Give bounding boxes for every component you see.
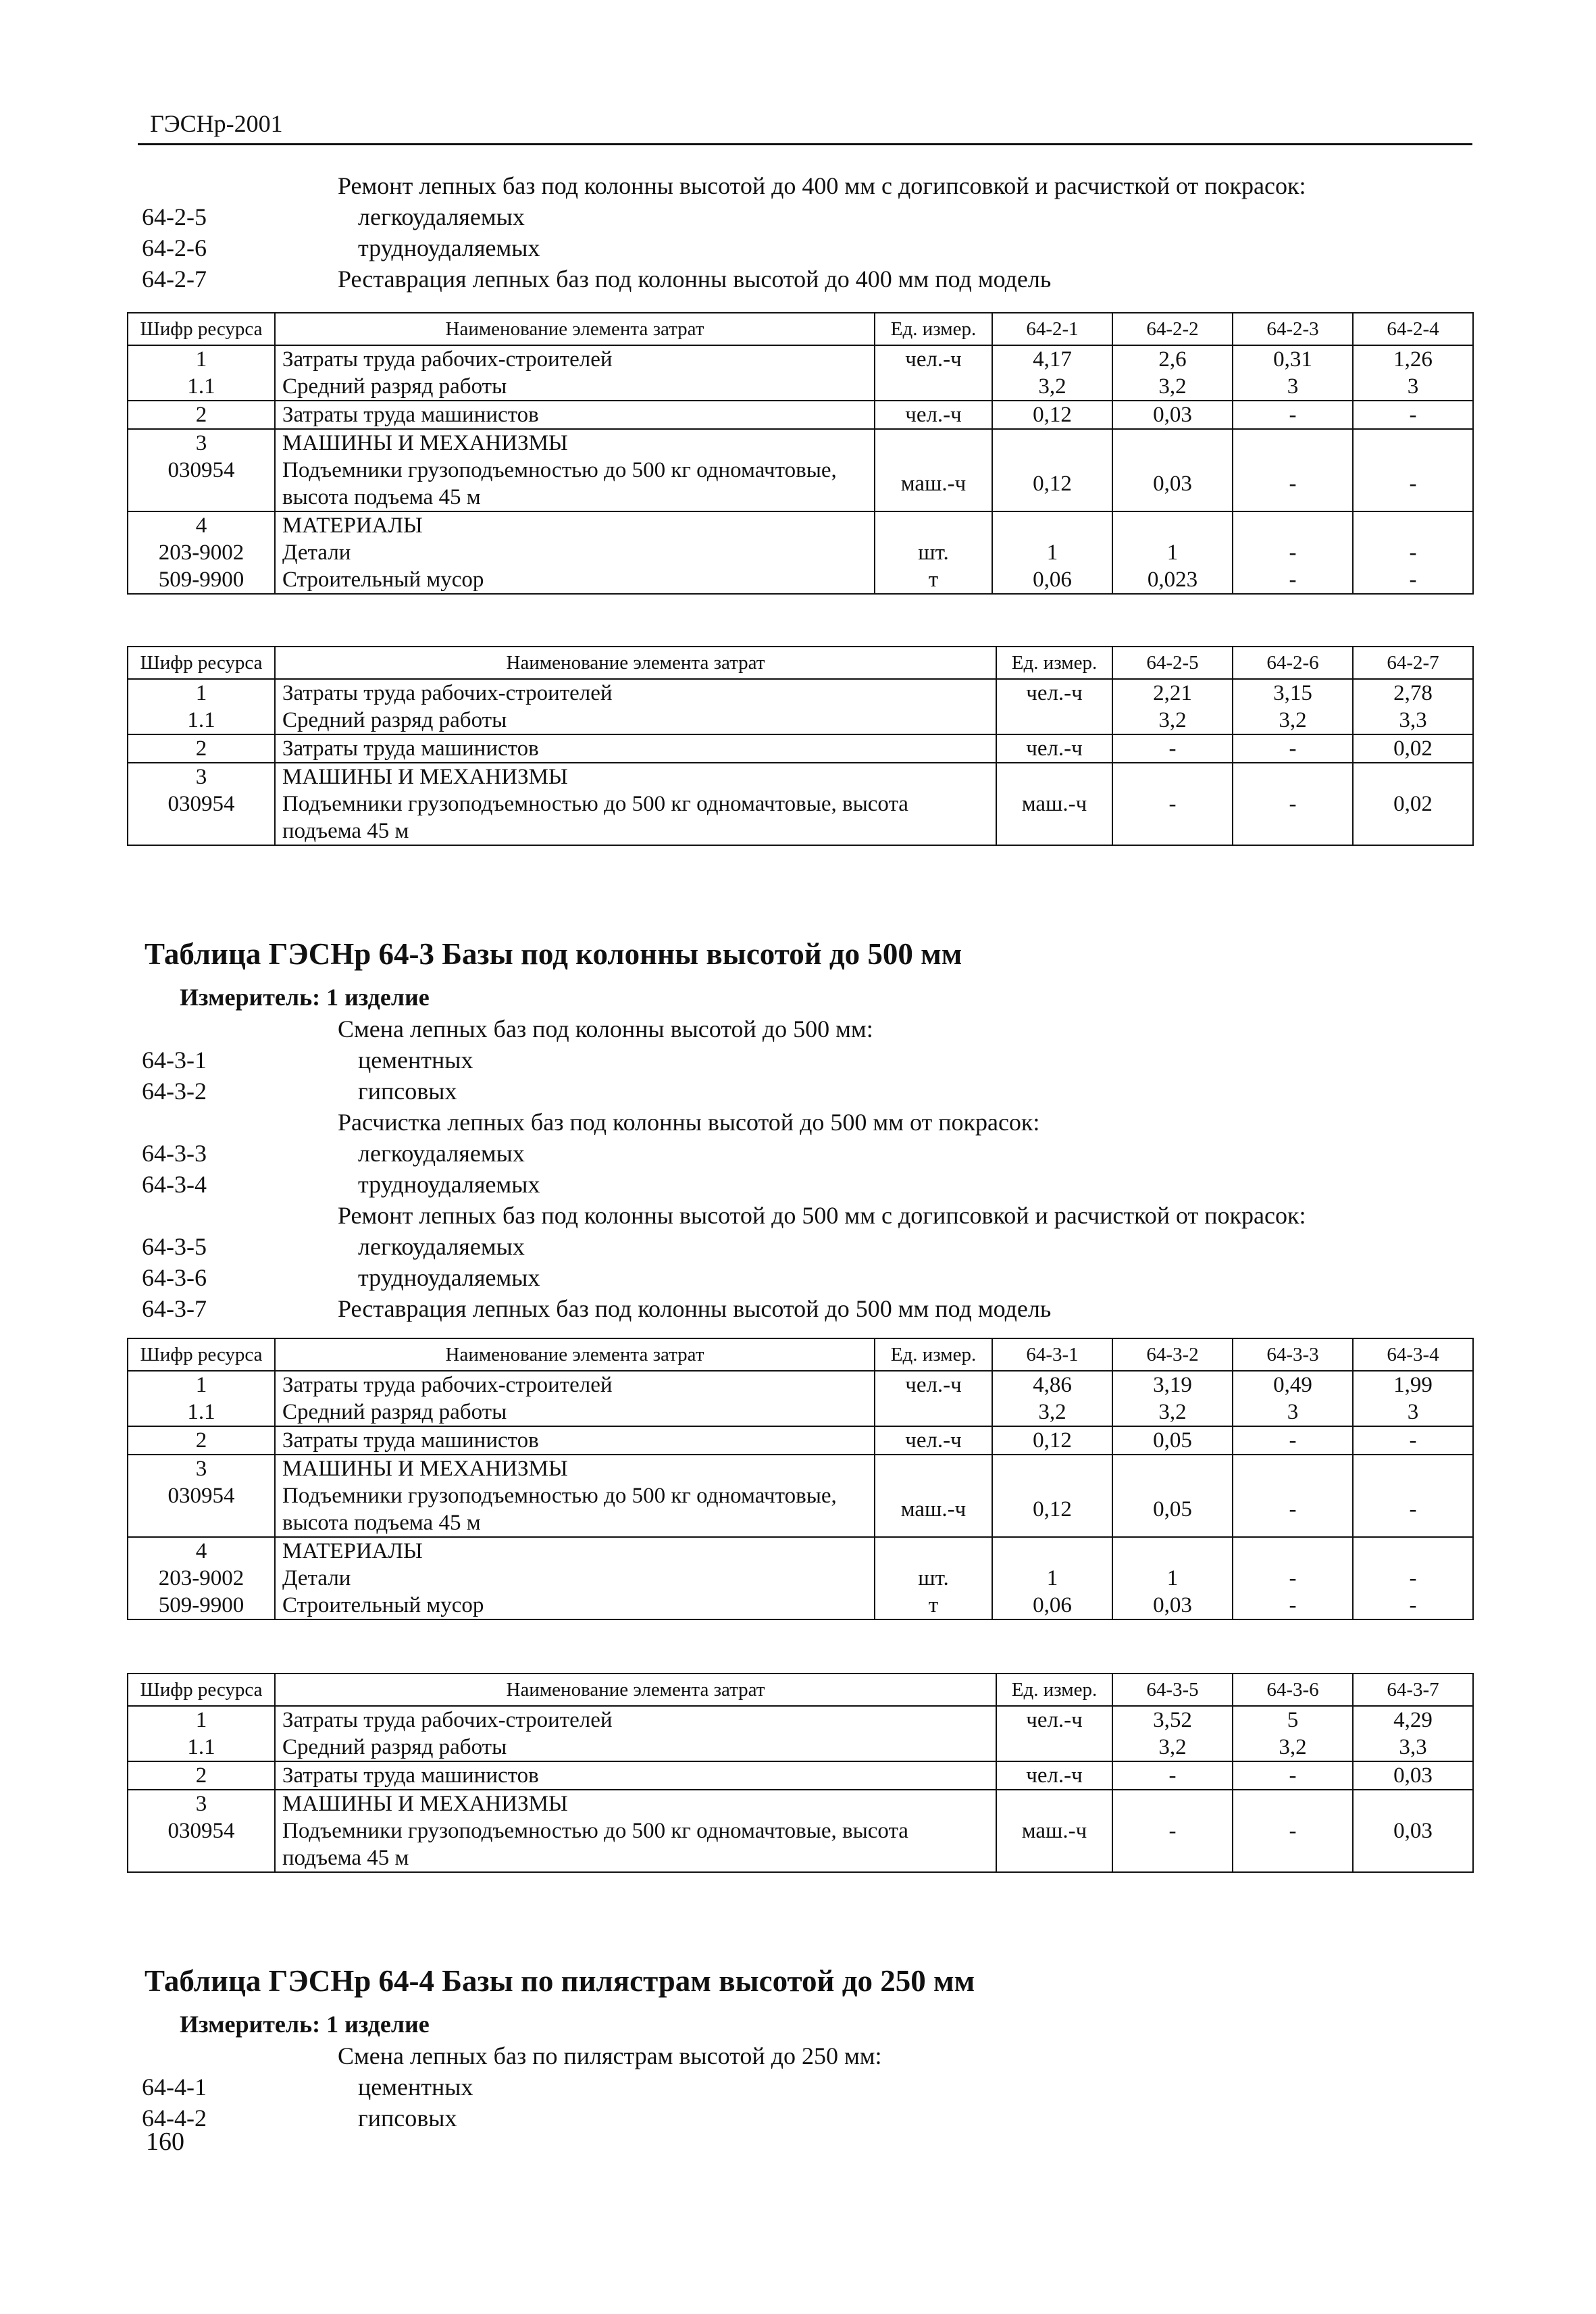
row-value: -	[1233, 1817, 1353, 1872]
row-unit: т	[875, 566, 992, 594]
work-description: трудноудаляемых	[358, 1171, 540, 1198]
row-unit: маш.-ч	[875, 457, 992, 511]
header-col: 64-2-6	[1233, 647, 1353, 679]
header-code: Шифр ресурса	[128, 1338, 275, 1371]
table-row	[128, 566, 1473, 594]
header-name: Наименование элемента затрат	[275, 1338, 875, 1371]
table-row	[128, 1426, 1473, 1455]
row-value: 0,06	[992, 566, 1112, 594]
row-value: -	[1353, 539, 1473, 566]
row-unit	[875, 373, 992, 401]
work-description: трудноудаляемых	[358, 1264, 540, 1291]
row-value: -	[1353, 401, 1473, 429]
work-description: трудноудаляемых	[358, 234, 540, 261]
row-section-name: МАТЕРИАЛЫ	[275, 511, 875, 539]
row-value: -	[1112, 1761, 1233, 1790]
row-value: 0,12	[992, 401, 1112, 429]
table-row	[128, 1537, 1473, 1565]
work-code: 64-2-7	[142, 266, 207, 293]
row-name: Средний разряд работы	[275, 373, 875, 401]
row-section-name: МАШИНЫ И МЕХАНИЗМЫ	[275, 1790, 996, 1817]
table-title-64-4: Таблица ГЭСНр 64-4 Базы по пилястрам высотой до 250 мм	[145, 1964, 975, 1998]
row-code: 3	[128, 1790, 275, 1817]
table-row	[128, 1706, 1473, 1734]
row-value: -	[1233, 1761, 1353, 1790]
header-name: Наименование элемента затрат	[275, 313, 875, 345]
row-value: 0,03	[1353, 1817, 1473, 1872]
running-head: ГЭСНр-2001	[150, 110, 283, 137]
table-header-row	[128, 313, 1473, 345]
header-col: 64-3-1	[992, 1338, 1112, 1371]
table-row	[128, 734, 1473, 763]
table-row	[128, 511, 1473, 539]
row-value: 0,49	[1233, 1371, 1353, 1399]
row-code: 1.1	[128, 1399, 275, 1426]
row-name: Затраты труда машинистов	[275, 1426, 875, 1455]
row-value: 3,15	[1233, 679, 1353, 707]
table-row	[128, 373, 1473, 401]
row-value: 1,99	[1353, 1371, 1473, 1399]
row-value: 0,12	[992, 457, 1112, 511]
header-col: 64-3-4	[1353, 1338, 1473, 1371]
row-code: 4	[128, 511, 275, 539]
row-unit	[996, 1734, 1112, 1761]
row-value: -	[1353, 1565, 1473, 1592]
table-row	[128, 539, 1473, 566]
table-row	[128, 1455, 1473, 1482]
row-name: Затраты труда рабочих-строителей	[275, 1706, 996, 1734]
work-description: легкоудаляемых	[358, 1233, 525, 1260]
table-row	[128, 790, 1473, 845]
row-value: 0,03	[1112, 457, 1233, 511]
row-value: -	[1353, 566, 1473, 594]
row-code: 1.1	[128, 1734, 275, 1761]
row-value: -	[1353, 1426, 1473, 1455]
row-code: 3	[128, 429, 275, 457]
row-value: 3	[1233, 373, 1353, 401]
row-value: -	[1353, 1592, 1473, 1619]
work-description: цементных	[358, 2073, 473, 2101]
row-value: 3,19	[1112, 1371, 1233, 1399]
row-value: 0,02	[1353, 734, 1473, 763]
table-row	[128, 1371, 1473, 1399]
row-name: Строительный мусор	[275, 566, 875, 594]
header-name: Наименование элемента затрат	[275, 1674, 996, 1706]
row-unit: чел.-ч	[875, 345, 992, 373]
row-value: 3	[1233, 1399, 1353, 1426]
header-col: 64-3-6	[1233, 1674, 1353, 1706]
row-name: Средний разряд работы	[275, 1734, 996, 1761]
header-code: Шифр ресурса	[128, 647, 275, 679]
work-code: 64-3-7	[142, 1295, 207, 1322]
work-description: легкоудаляемых	[358, 1140, 525, 1167]
row-value: 4,17	[992, 345, 1112, 373]
row-unit: шт.	[875, 1565, 992, 1592]
row-code: 509-9900	[128, 1592, 275, 1619]
table-row	[128, 1734, 1473, 1761]
row-value: -	[1112, 790, 1233, 845]
norms-table-64-3-1-to-4	[127, 1338, 1474, 1620]
header-unit: Ед. измер.	[875, 1338, 992, 1371]
row-code: 4	[128, 1537, 275, 1565]
row-code: 1.1	[128, 373, 275, 401]
row-section-name: МАШИНЫ И МЕХАНИЗМЫ	[275, 1455, 875, 1482]
row-name: Средний разряд работы	[275, 1399, 875, 1426]
row-unit: чел.-ч	[996, 734, 1112, 763]
header-col: 64-2-2	[1112, 313, 1233, 345]
row-value: 1	[1112, 1565, 1233, 1592]
table-row	[128, 1399, 1473, 1426]
row-unit: чел.-ч	[996, 1706, 1112, 1734]
row-value: 4,29	[1353, 1706, 1473, 1734]
row-code: 509-9900	[128, 566, 275, 594]
header-col: 64-3-7	[1353, 1674, 1473, 1706]
work-code: 64-3-4	[142, 1171, 207, 1198]
row-value: 0,05	[1112, 1426, 1233, 1455]
table-row	[128, 345, 1473, 373]
row-code: 030954	[128, 1482, 275, 1537]
work-code: 64-2-6	[142, 234, 207, 261]
row-value: -	[1233, 1592, 1353, 1619]
work-code: 64-3-1	[142, 1047, 207, 1074]
norms-table-64-2-5-to-7	[127, 646, 1474, 846]
table-header-row	[128, 1674, 1473, 1706]
row-value: 3,2	[1112, 707, 1233, 734]
row-value: 0,023	[1112, 566, 1233, 594]
table-row	[128, 1565, 1473, 1592]
row-name: Затраты труда рабочих-строителей	[275, 345, 875, 373]
row-value: 3,3	[1353, 1734, 1473, 1761]
work-description: Реставрация лепных баз под колонны высотой до 400 мм под модель	[338, 266, 1052, 293]
row-value: 2,78	[1353, 679, 1473, 707]
row-section-name: МАШИНЫ И МЕХАНИЗМЫ	[275, 763, 996, 790]
work-code: 64-3-5	[142, 1233, 207, 1260]
row-name: Подъемники грузоподъемностью до 500 кг одномачтовые, высота подъема 45 м	[275, 1482, 875, 1537]
row-value: 3,2	[1112, 1399, 1233, 1426]
work-code: 64-3-6	[142, 1264, 207, 1291]
row-name: Средний разряд работы	[275, 707, 996, 734]
row-name: Затраты труда машинистов	[275, 1761, 996, 1790]
row-name: Подъемники грузоподъемностью до 500 кг одномачтовые, высота подъема 45 м	[275, 1817, 996, 1872]
header-col: 64-3-2	[1112, 1338, 1233, 1371]
row-value: 4,86	[992, 1371, 1112, 1399]
table-row	[128, 1592, 1473, 1619]
row-unit: т	[875, 1592, 992, 1619]
row-name: Затраты труда рабочих-строителей	[275, 1371, 875, 1399]
row-value: -	[1233, 457, 1353, 511]
work-description: Смена лепных баз под колонны высотой до 500 мм:	[338, 1015, 873, 1042]
row-code: 030954	[128, 1817, 275, 1872]
row-code: 2	[128, 401, 275, 429]
table-row	[128, 707, 1473, 734]
header-code: Шифр ресурса	[128, 313, 275, 345]
table-header-row	[128, 1338, 1473, 1371]
row-value: 0,02	[1353, 790, 1473, 845]
work-description: гипсовых	[358, 1078, 457, 1105]
row-value: -	[1233, 566, 1353, 594]
row-code: 1	[128, 1371, 275, 1399]
row-value: -	[1233, 401, 1353, 429]
row-name: Строительный мусор	[275, 1592, 875, 1619]
row-code: 1	[128, 1706, 275, 1734]
table-row	[128, 679, 1473, 707]
row-unit	[875, 1399, 992, 1426]
row-value: -	[1233, 1426, 1353, 1455]
norms-table-64-3-5-to-7	[127, 1673, 1474, 1873]
header-unit: Ед. измер.	[875, 313, 992, 345]
row-value: 0,03	[1112, 401, 1233, 429]
row-code: 2	[128, 1426, 275, 1455]
work-code: 64-3-3	[142, 1140, 207, 1167]
row-value: 0,12	[992, 1482, 1112, 1537]
row-code: 203-9002	[128, 1565, 275, 1592]
row-value: -	[1112, 1817, 1233, 1872]
header-col: 64-2-1	[992, 313, 1112, 345]
table-row	[128, 1761, 1473, 1790]
row-unit: чел.-ч	[875, 1426, 992, 1455]
header-col: 64-2-4	[1353, 313, 1473, 345]
work-description: легкоудаляемых	[358, 203, 525, 230]
row-value: 1	[992, 1565, 1112, 1592]
row-unit: маш.-ч	[875, 1482, 992, 1537]
row-name: Затраты труда рабочих-строителей	[275, 679, 996, 707]
header-col: 64-3-3	[1233, 1338, 1353, 1371]
row-code: 030954	[128, 457, 275, 511]
row-code: 030954	[128, 790, 275, 845]
norms-table-64-2-1-to-4	[127, 312, 1474, 595]
row-unit: маш.-ч	[996, 790, 1112, 845]
measure-64-3: Измеритель: 1 изделие	[180, 984, 430, 1011]
header-col: 64-3-5	[1112, 1674, 1233, 1706]
row-value: -	[1112, 734, 1233, 763]
work-description: цементных	[358, 1047, 473, 1074]
row-name: Детали	[275, 539, 875, 566]
row-value: 5	[1233, 1706, 1353, 1734]
row-name: Подъемники грузоподъемностью до 500 кг одномачтовые, высота подъема 45 м	[275, 457, 875, 511]
row-code: 2	[128, 734, 275, 763]
header-col: 64-2-7	[1353, 647, 1473, 679]
row-value: 1	[1112, 539, 1233, 566]
row-value: 0,06	[992, 1592, 1112, 1619]
row-section-name: МАШИНЫ И МЕХАНИЗМЫ	[275, 429, 875, 457]
header-rule	[138, 143, 1472, 145]
row-value: 2,6	[1112, 345, 1233, 373]
header-col: 64-2-5	[1112, 647, 1233, 679]
row-value: 3,2	[992, 1399, 1112, 1426]
work-description: Ремонт лепных баз под колонны высотой до 400 мм с догипсовкой и расчисткой от покрасок:	[338, 172, 1306, 199]
work-description: Расчистка лепных баз под колонны высотой до 500 мм от покрасок:	[338, 1109, 1040, 1136]
row-section-name: МАТЕРИАЛЫ	[275, 1537, 875, 1565]
row-value: 0,03	[1353, 1761, 1473, 1790]
row-value: -	[1233, 539, 1353, 566]
work-code: 64-2-5	[142, 203, 207, 230]
row-value: -	[1353, 1482, 1473, 1537]
row-name: Детали	[275, 1565, 875, 1592]
row-code: 203-9002	[128, 539, 275, 566]
row-value: 0,05	[1112, 1482, 1233, 1537]
work-code: 64-4-1	[142, 2073, 207, 2101]
row-code: 1	[128, 345, 275, 373]
header-unit: Ед. измер.	[996, 1674, 1112, 1706]
row-value: 3,3	[1353, 707, 1473, 734]
work-description: Смена лепных баз по пилястрам высотой до 250 мм:	[338, 2042, 882, 2069]
table-row	[128, 1482, 1473, 1537]
row-unit: маш.-ч	[996, 1817, 1112, 1872]
row-name: Подъемники грузоподъемностью до 500 кг одномачтовые, высота подъема 45 м	[275, 790, 996, 845]
row-value: 3	[1353, 373, 1473, 401]
table-row	[128, 429, 1473, 457]
row-value: 3	[1353, 1399, 1473, 1426]
row-value: -	[1353, 457, 1473, 511]
table-row	[128, 1817, 1473, 1872]
row-unit: шт.	[875, 539, 992, 566]
row-value: 3,52	[1112, 1706, 1233, 1734]
row-code: 2	[128, 1761, 275, 1790]
work-description: Реставрация лепных баз под колонны высотой до 500 мм под модель	[338, 1295, 1052, 1322]
row-value: -	[1233, 1482, 1353, 1537]
table-header-row	[128, 647, 1473, 679]
header-name: Наименование элемента затрат	[275, 647, 996, 679]
row-value: -	[1233, 1565, 1353, 1592]
page-number: 160	[146, 2128, 184, 2156]
row-value: 3,2	[1112, 373, 1233, 401]
row-value: 1	[992, 539, 1112, 566]
table-row	[128, 763, 1473, 790]
row-value: 0,31	[1233, 345, 1353, 373]
row-value: -	[1233, 734, 1353, 763]
measure-64-4: Измеритель: 1 изделие	[180, 2011, 430, 2038]
row-value: 3,2	[992, 373, 1112, 401]
table-row	[128, 457, 1473, 511]
row-name: Затраты труда машинистов	[275, 401, 875, 429]
work-code: 64-3-2	[142, 1078, 207, 1105]
header-unit: Ед. измер.	[996, 647, 1112, 679]
row-code: 3	[128, 1455, 275, 1482]
row-value: 3,2	[1233, 707, 1353, 734]
row-value: 0,12	[992, 1426, 1112, 1455]
row-unit	[996, 707, 1112, 734]
row-value: 3,2	[1233, 1734, 1353, 1761]
row-code: 1	[128, 679, 275, 707]
row-unit: чел.-ч	[875, 1371, 992, 1399]
header-col: 64-2-3	[1233, 313, 1353, 345]
table-row	[128, 401, 1473, 429]
row-name: Затраты труда машинистов	[275, 734, 996, 763]
row-unit: чел.-ч	[996, 1761, 1112, 1790]
row-unit: чел.-ч	[996, 679, 1112, 707]
table-title-64-3: Таблица ГЭСНр 64-3 Базы под колонны высотой до 500 мм	[145, 937, 962, 971]
work-code: 64-4-2	[142, 2105, 207, 2132]
table-row	[128, 1790, 1473, 1817]
row-value: -	[1233, 790, 1353, 845]
header-code: Шифр ресурса	[128, 1674, 275, 1706]
row-value: 3,2	[1112, 1734, 1233, 1761]
work-description: Ремонт лепных баз под колонны высотой до 500 мм с догипсовкой и расчисткой от покрасок:	[338, 1202, 1306, 1229]
row-unit: чел.-ч	[875, 401, 992, 429]
row-code: 3	[128, 763, 275, 790]
row-value: 2,21	[1112, 679, 1233, 707]
row-value: 0,03	[1112, 1592, 1233, 1619]
work-description: гипсовых	[358, 2105, 457, 2132]
row-code: 1.1	[128, 707, 275, 734]
row-value: 1,26	[1353, 345, 1473, 373]
